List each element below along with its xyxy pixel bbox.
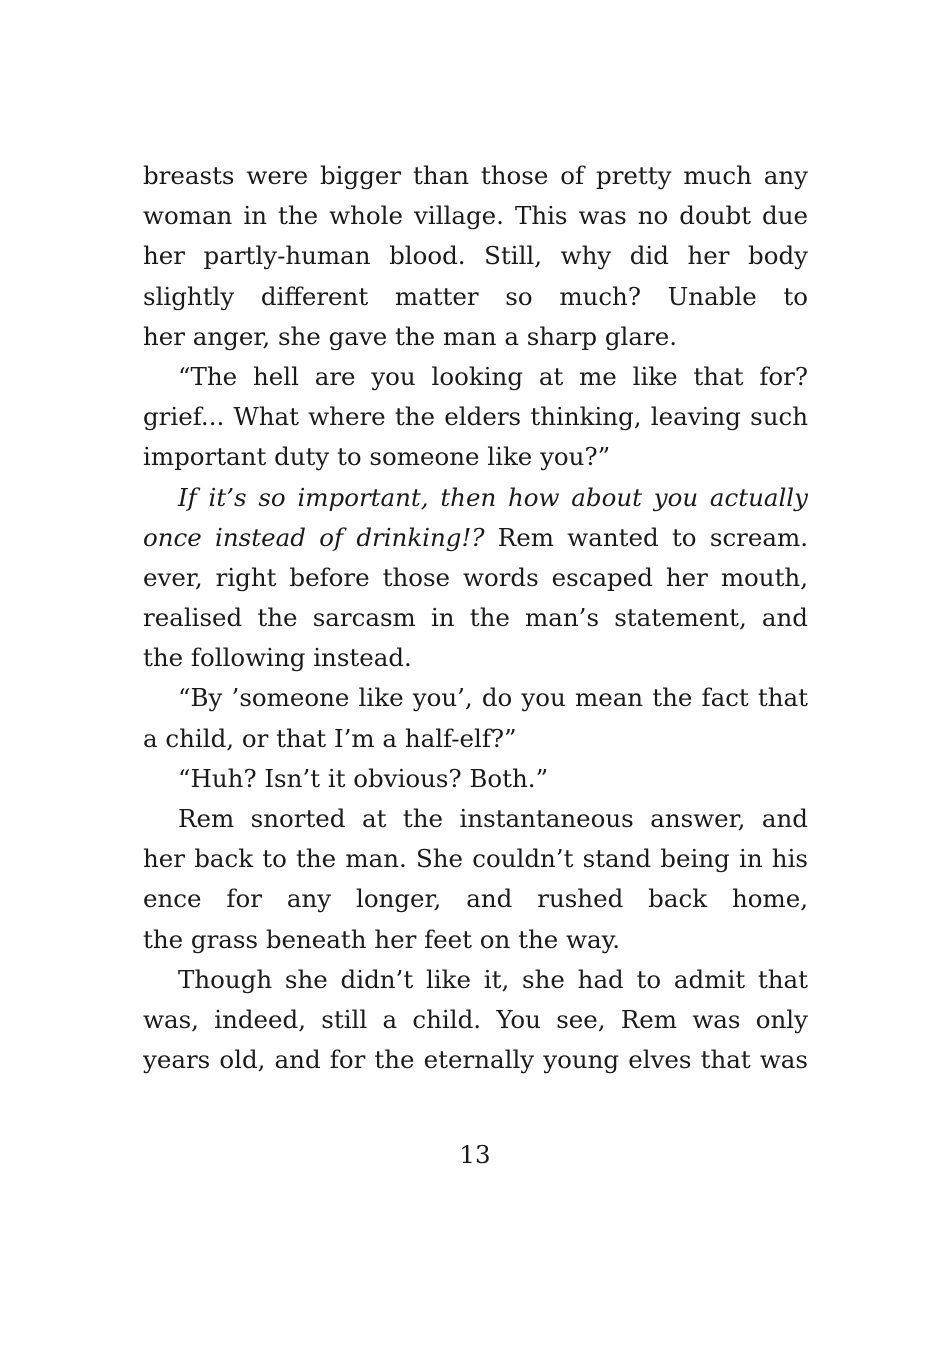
text-line [143,879,808,919]
line-text: years old, and for the eternally young elves that was [143,1045,808,1075]
italic-text: once instead of drinking!? [143,522,485,552]
line-text: “Huh? Isn’t it obvious? Both.” [178,763,549,793]
text-line [143,598,808,638]
line-text: the grass beneath her feet on the way. [143,924,620,954]
text-line [143,960,808,1000]
text-line [143,277,808,317]
text-line [143,397,808,437]
body-text [143,156,808,1080]
line-text: her back to the man. She couldn’t stand being in his [143,844,808,874]
line-text: was, indeed, still a child. You see, Rem was only [143,1004,808,1034]
line-text: “By ’someone like you’, do you mean the fact that [178,683,808,713]
line-text: Rem snorted at the instantaneous answer, and [178,804,808,833]
text-line [143,719,808,759]
line-text: breasts were bigger than those of pretty much any [143,161,808,190]
text-line [143,518,808,558]
text-line [143,839,808,879]
text-line [143,1040,808,1080]
text-line [143,156,808,196]
text-line [143,799,808,839]
text-line [143,759,808,799]
text-line [143,357,808,397]
text-line [143,196,808,236]
text-line [143,920,808,960]
line-text: a child, or that I’m a half-elf?” [143,723,517,753]
line-text: realised the sarcasm in the man’s statement, and [143,603,808,633]
line-text: woman in the whole village. This was no doubt due [143,201,808,231]
line-text: the following instead. [143,643,412,673]
text-line [143,558,808,598]
line-text: ence for any longer, and rushed back home, [143,884,808,914]
text-line [143,638,808,678]
line-text: important duty to someone like you?” [143,442,611,472]
line-text: her partly-human blood. Still, why did her body [143,241,808,271]
text-line [143,236,808,276]
line-text: Though she didn’t like it, she had to admit that [178,964,808,994]
text-line [143,437,808,477]
line-text: her anger, she gave the man a sharp glare. [143,321,677,351]
line-text: grief... What where the elders thinking, leaving such [143,402,808,432]
italic-text: If it’s so important, then how about you actually [178,482,808,512]
line-text: ever, right before those words escaped her mouth, [143,562,808,592]
line-text: slightly different matter so much? Unable to [143,281,808,311]
line-text: Rem wanted to scream. [497,522,808,552]
text-line [143,1000,808,1040]
text-line [143,678,808,718]
text-line [143,317,808,357]
text-line [143,478,808,518]
page-number: 13 [459,1140,491,1169]
line-text: “The hell are you looking at me like that for? [178,361,808,391]
